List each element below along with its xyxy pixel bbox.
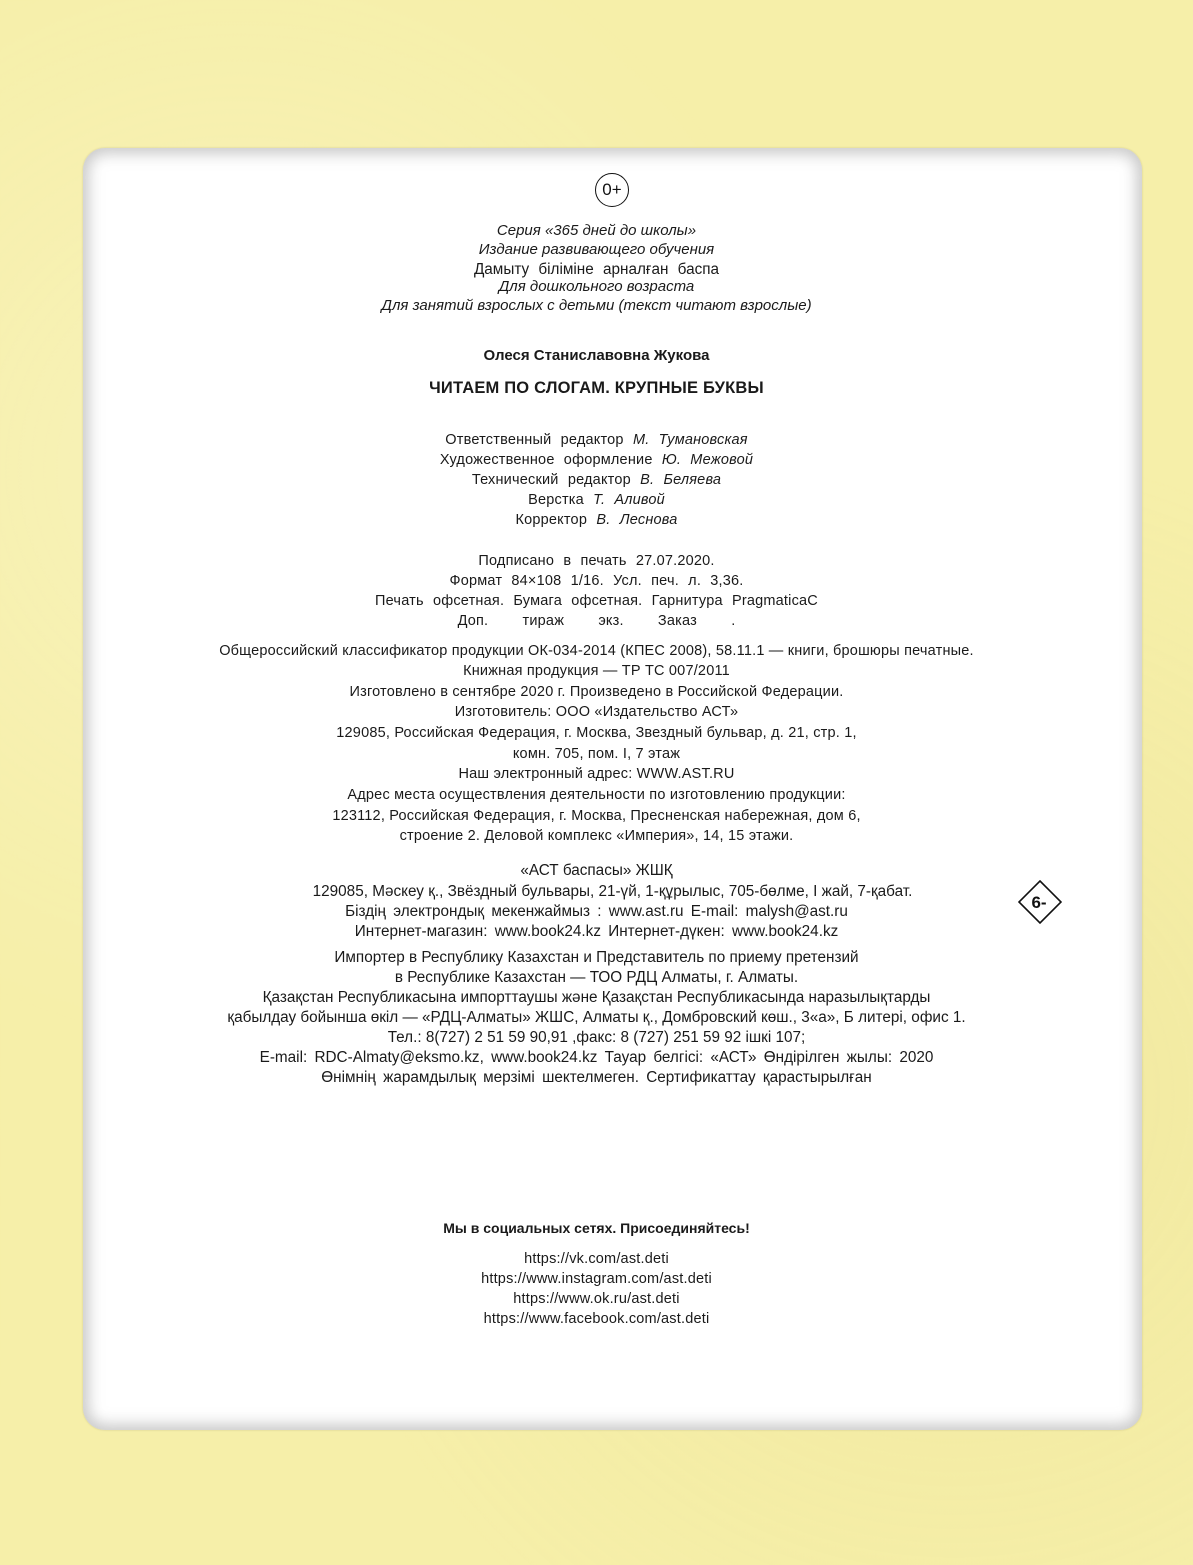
importer-line: Өнімнің жарамдылық мерзімі шектелмеген. Сертификаттау қарастырылған — [321, 1069, 872, 1086]
legal-line: Общероссийский классификатор продукции ОК-034-2014 (КПЕС 2008), 58.11.1 — книги, брошюры печатные. — [219, 643, 974, 659]
kazakh-line: Интернет-магазин: www.book24.kz Интернет-дүкен: www.book24.kz — [354, 923, 839, 940]
credit-line: Художественное оформление Ю. Межовой — [439, 452, 754, 468]
age-mark-text: 6- — [1031, 893, 1047, 912]
social-heading: Мы в социальных сетях. Присоединяйтесь! — [443, 1220, 750, 1236]
kazakh-line: «АСТ баспасы» ЖШҚ — [520, 862, 673, 879]
importer-line: в Республике Казахстан — ТОО РДЦ Алматы, г. Алматы. — [394, 969, 799, 986]
legal-line: 129085, Российская Федерация, г. Москва, Звездный бульвар, д. 21, стр. 1, — [336, 725, 857, 741]
social-link-instagram[interactable]: https://www.instagram.com/ast.deti — [481, 1271, 712, 1287]
series-line: Для дошкольного возраста — [498, 278, 695, 295]
print-info-line: Печать офсетная. Бумага офсетная. Гарнитура PragmaticaC — [375, 593, 818, 609]
credit-line: Корректор В. Леснова — [515, 512, 678, 528]
print-info-line: Доп. тираж экз. Заказ . — [457, 613, 736, 629]
book-title: ЧИТАЕМ ПО СЛОГАМ. КРУПНЫЕ БУКВЫ — [429, 379, 764, 397]
credit-line: Ответственный редактор М. Тумановская — [445, 432, 748, 448]
credit-line: Верстка Т. Аливой — [528, 492, 665, 508]
legal-line: Адрес места осуществления деятельности по изготовлению продукции: — [347, 787, 846, 803]
legal-line: Изготовлено в сентябре 2020 г. Произведено в Российской Федерации. — [349, 684, 844, 700]
legal-line: Изготовитель: ООО «Издательство АСТ» — [454, 704, 739, 720]
author-name: Олеся Станиславовна Жукова — [483, 347, 710, 364]
legal-line: Книжная продукция — ТР ТС 007/2011 — [463, 663, 730, 679]
social-link-facebook[interactable]: https://www.facebook.com/ast.deti — [483, 1311, 710, 1327]
importer-line: Импортер в Республику Казахстан и Представитель по приему претензий — [334, 949, 859, 966]
age-mark-diamond-icon — [1018, 880, 1062, 924]
credit-line: Технический редактор В. Беляева — [471, 472, 722, 488]
importer-line: қабылдау бойынша өкіл — «РДЦ-Алматы» ЖШС, Алматы қ., Домбровский көш., 3«а», Б литері, офис 1. — [227, 1009, 966, 1026]
age-rating-badge: 0+ — [595, 173, 629, 207]
series-line: Издание развивающего обучения — [478, 241, 715, 258]
series-line: Для занятий взрослых с детьми (текст читают взрослые) — [381, 297, 812, 314]
importer-line: Қазақстан Республикасына импорттаушы және Қазақстан Республикасында наразылықтарды — [262, 989, 931, 1006]
importer-line: Тел.: 8(727) 2 51 59 90,91 ,факс: 8 (727) 251 59 92 ішкі 107; — [387, 1029, 806, 1046]
kazakh-line: 129085, Мәскеу қ., Звёздный бульвары, 21-үй, 1-құрылыс, 705-бөлме, I жай, 7-қабат. — [312, 883, 913, 900]
legal-line: строение 2. Деловой комплекс «Империя», 14, 15 этажи. — [399, 828, 794, 844]
series-line: Серия «365 дней до школы» — [496, 222, 697, 239]
legal-line: 123112, Российская Федерация, г. Москва, Пресненская набережная, дом 6, — [332, 808, 861, 824]
print-info-line: Формат 84×108 1/16. Усл. печ. л. 3,36. — [449, 573, 744, 589]
social-link-vk[interactable]: https://vk.com/ast.deti — [524, 1251, 669, 1267]
series-line: Дамыту біліміне арналған баспа — [473, 261, 720, 278]
legal-line: комн. 705, пом. I, 7 этаж — [512, 746, 681, 762]
social-link-ok[interactable]: https://www.ok.ru/ast.deti — [513, 1291, 680, 1307]
kazakh-line: Біздің электрондық мекенжаймыз : www.ast.ru E-mail: malysh@ast.ru — [345, 903, 848, 920]
print-info-line: Подписано в печать 27.07.2020. — [478, 553, 715, 569]
importer-line: E-mail: RDC-Almaty@eksmo.kz, www.book24.kz Тауар белгісі: «АСТ» Өндірілген жылы: 2020 — [259, 1049, 934, 1066]
legal-line: Наш электронный адрес: WWW.AST.RU — [458, 766, 735, 782]
